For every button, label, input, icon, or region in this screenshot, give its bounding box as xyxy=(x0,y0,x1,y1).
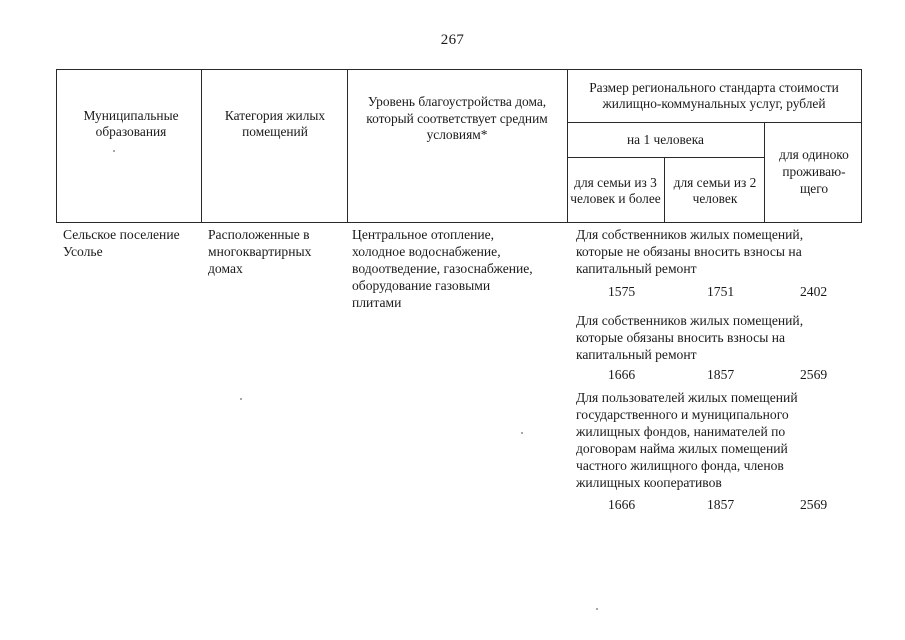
scan-speck xyxy=(113,150,115,152)
value-family3: 1575 xyxy=(608,284,636,299)
row-municipality: Сельское поселение Усолье xyxy=(63,227,180,259)
value-single: 2569 xyxy=(800,367,828,382)
row-level: Центральное отопление, холодное водоснабжение, водоотведение, газоснабжение, оборудование газовыми плитами xyxy=(352,227,533,310)
column-divider xyxy=(201,70,202,222)
table-header xyxy=(56,69,862,223)
group-label: Для собственников жилых помещений, которые обязаны вносить взносы на капитальный ремонт xyxy=(576,313,804,362)
value-family2: 1751 xyxy=(707,284,735,299)
header-family3: для семьи из 3 человек и более xyxy=(570,175,661,206)
header-level: Уровень благоустройства дома, который соответствует средним условиям* xyxy=(366,94,548,143)
value-family3: 1666 xyxy=(608,367,636,382)
value-single: 2569 xyxy=(800,497,828,512)
header-standard: Размер регионального стандарта стоимости жилищно-коммунальных услуг, рублей xyxy=(589,79,839,111)
page-number: 267 xyxy=(440,32,465,48)
header-family2: для семьи из 2 человек xyxy=(673,175,757,206)
row-divider xyxy=(567,122,861,123)
group-label: Для собственников жилых помещений, которые не обязаны вносить взносы на капитальный ремонт xyxy=(576,227,804,276)
value-single: 2402 xyxy=(800,284,828,299)
header-municipality: Муниципальные образования xyxy=(83,107,179,139)
value-family2: 1857 xyxy=(707,367,735,382)
column-divider xyxy=(664,157,665,222)
row-divider xyxy=(567,157,764,158)
scan-speck xyxy=(596,608,598,610)
group-label: Для пользователей жилых помещений государственного и муниципального жилищных фондов, нанимателей по договорам найма жилых помещений частного жилищного фонда, членов жилищных кооперативов xyxy=(576,390,798,490)
value-family2: 1857 xyxy=(707,497,735,512)
row-category: Расположенные в многоквартирных домах xyxy=(208,227,312,276)
scan-speck xyxy=(240,398,242,400)
header-per-person: на 1 человека xyxy=(627,131,704,147)
scan-speck xyxy=(521,432,523,434)
column-divider xyxy=(347,70,348,222)
column-divider xyxy=(764,122,765,222)
header-category: Категория жилых помещений xyxy=(224,107,326,139)
header-single: для одиноко проживаю-щего xyxy=(779,146,849,196)
value-family3: 1666 xyxy=(608,497,636,512)
